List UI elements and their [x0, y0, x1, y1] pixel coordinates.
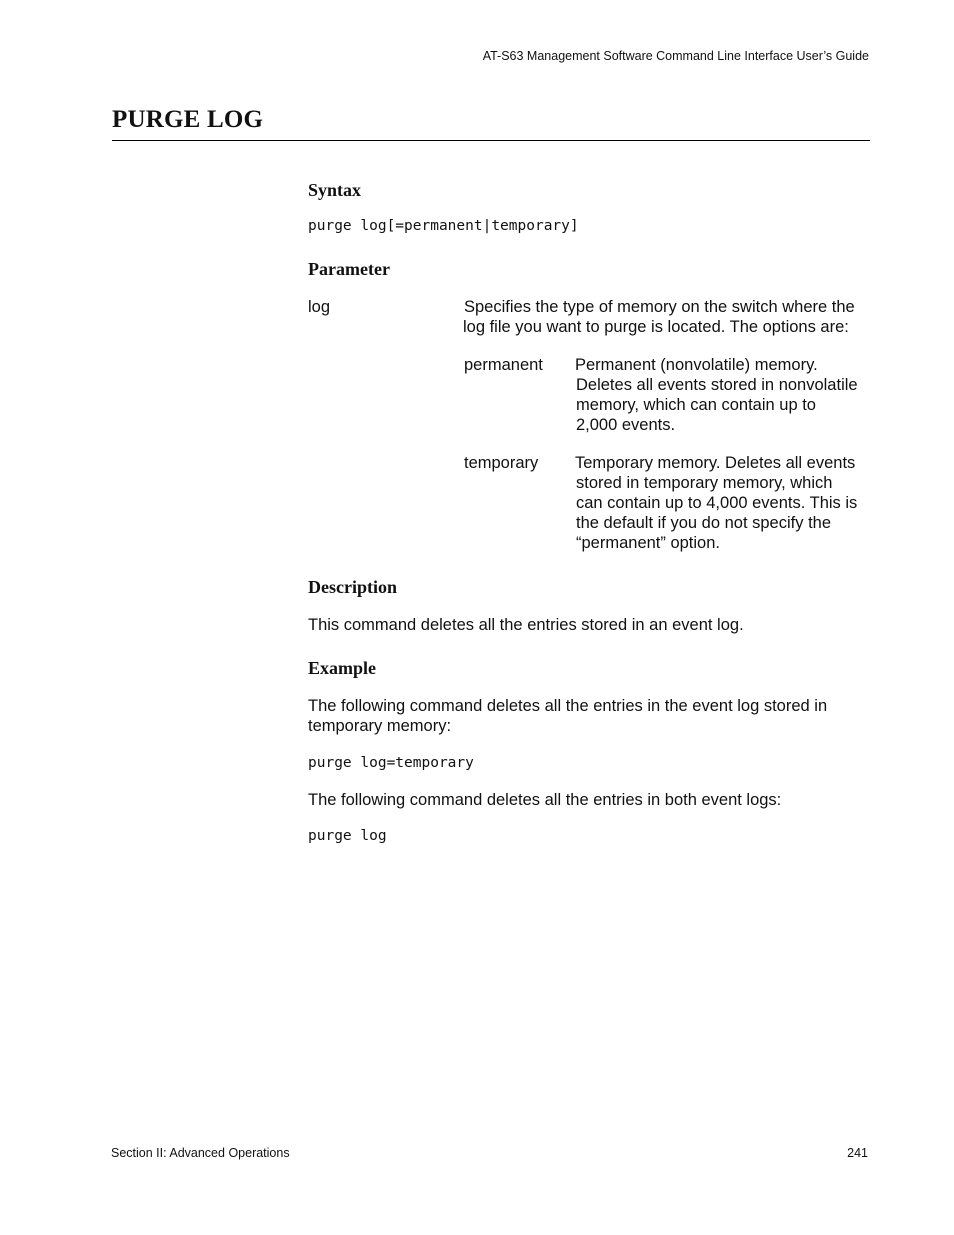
example-text-both: The following command deletes all the entries in both event logs: [308, 791, 782, 809]
option-description-line: Deletes all events stored in nonvolatile [576, 376, 858, 394]
option-description-line: Temporary memory. Deletes all events [575, 454, 856, 472]
footer-section: Section II: Advanced Operations [111, 1146, 290, 1160]
parameter-heading: Parameter [308, 259, 390, 279]
option-description-line: can contain up to 4,000 events. This is [576, 494, 858, 512]
example-code-both: purge log [308, 828, 387, 844]
option-name-temporary: temporary [464, 454, 539, 472]
parameter-description-line: Specifies the type of memory on the switch where the [464, 298, 855, 316]
example-intro-line: temporary memory: [308, 717, 452, 735]
example-intro [308, 696, 827, 736]
option-description-line: memory, which can contain up to [576, 396, 816, 414]
option-description-line: “permanent” option. [576, 534, 720, 552]
option-description-permanent [575, 355, 858, 435]
example-code-temporary: purge log=temporary [308, 755, 474, 771]
option-description-line: 2,000 events. [576, 416, 676, 434]
example-intro-line: The following command deletes all the entries in the event log stored in [308, 697, 828, 715]
example-heading: Example [308, 658, 377, 678]
description-heading: Description [308, 577, 397, 597]
running-header: AT-S63 Management Software Command Line Interface User’s Guide [482, 49, 869, 63]
option-description-line: Permanent (nonvolatile) memory. [575, 356, 818, 374]
parameter-description-line: log file you want to purge is located. The options are: [463, 318, 849, 336]
page-title: PURGE LOG [112, 106, 264, 133]
option-description-line: the default if you do not specify the [576, 514, 832, 532]
option-name-permanent: permanent [464, 356, 543, 374]
description-text: This command deletes all the entries stored in an event log. [308, 616, 744, 634]
syntax-code: purge log[=permanent|temporary] [308, 218, 579, 234]
parameter-name: log [308, 298, 331, 316]
title-rule [112, 140, 870, 141]
parameter-description [463, 297, 855, 337]
option-description-line: stored in temporary memory, which [576, 474, 833, 492]
syntax-heading: Syntax [308, 180, 362, 200]
option-description-temporary [575, 453, 857, 553]
page-number: 241 [847, 1146, 868, 1160]
